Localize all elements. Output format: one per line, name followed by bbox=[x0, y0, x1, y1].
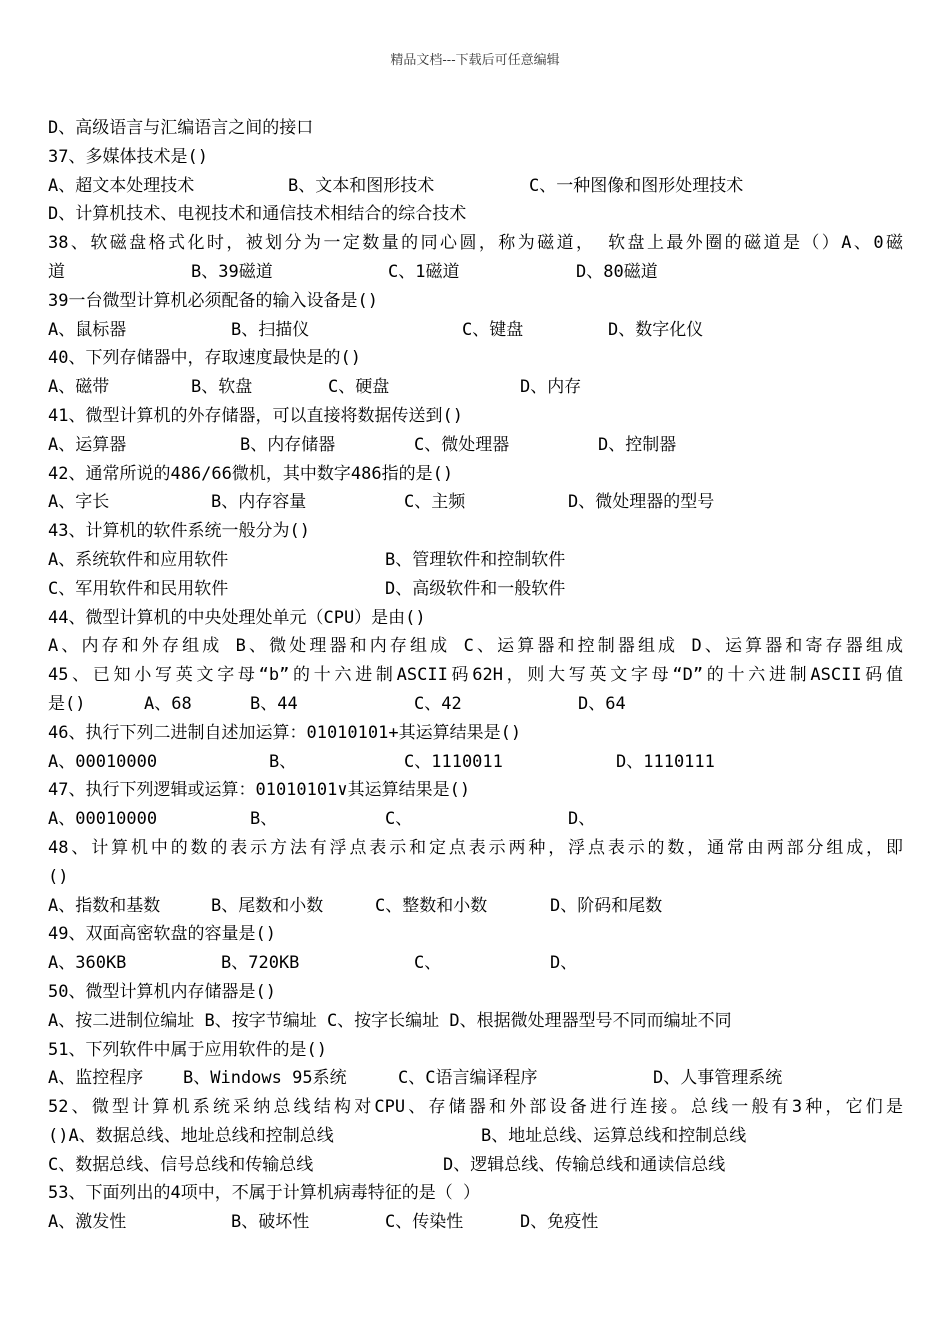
options-text: A、按二进制位编址 B、按字节编址 C、按字长编址 D、根据微处理器型号不同而编址不同 bbox=[48, 1010, 732, 1031]
question-text: 43、计算机的软件系统一般分为() bbox=[48, 521, 310, 542]
question-49 bbox=[48, 920, 908, 949]
question-text: 47、执行下列逻辑或运算：01010101∨其运算结果是() bbox=[48, 780, 471, 801]
question-text: 48、计算机中的数的表示方法有浮点表示和定点表示两种，浮点表示的数，通常由两部分组成，即 bbox=[48, 837, 903, 858]
question-45 bbox=[48, 661, 903, 690]
options-line bbox=[48, 949, 908, 978]
option-b: B、尾数和小数 bbox=[211, 895, 324, 916]
option-c: C、硬盘 bbox=[328, 377, 390, 398]
option-b: B、内存容量 bbox=[211, 492, 307, 513]
option-b: B、扫描仪 bbox=[231, 319, 310, 340]
options-line bbox=[48, 1064, 908, 1093]
option-b: B、720KB bbox=[221, 953, 300, 974]
question-38 bbox=[48, 229, 903, 258]
question-text: 45、已知小写英文字母“b”的十六进制ASCII码62H，则大写英文字母“D”的十六进制ASCII码值 bbox=[48, 665, 903, 686]
question-text: 39一台微型计算机必须配备的输入设备是() bbox=[48, 290, 378, 311]
question-42 bbox=[48, 460, 908, 489]
options-line bbox=[48, 748, 908, 777]
option-c: C、C语言编译程序 bbox=[398, 1068, 538, 1089]
option-b: B、文本和图形技术 bbox=[288, 175, 435, 196]
option-b: B、地址总线、运算总线和控制总线 bbox=[481, 1125, 747, 1146]
question-51 bbox=[48, 1036, 908, 1065]
option-c: C、42 bbox=[414, 693, 462, 714]
option-c: C、 bbox=[385, 809, 413, 830]
option-c: C、微处理器 bbox=[414, 434, 510, 455]
option-a: ()A、数据总线、地址总线和控制总线 bbox=[48, 1125, 334, 1146]
options-line bbox=[48, 892, 908, 921]
question-text: 41、微型计算机的外存储器，可以直接将数据传送到() bbox=[48, 405, 463, 426]
option-a: A、磁带 bbox=[48, 377, 110, 398]
question-text: 49、双面高密软盘的容量是() bbox=[48, 924, 276, 945]
option-d: D、计算机技术、电视技术和通信技术相结合的综合技术 bbox=[48, 204, 467, 225]
question-41 bbox=[48, 402, 908, 431]
option-b: B、软盘 bbox=[191, 377, 253, 398]
question-text: 53、下面列出的4项中，不属于计算机病毒特征的是（ ） bbox=[48, 1183, 480, 1204]
question-text: 51、下列软件中属于应用软件的是() bbox=[48, 1039, 327, 1060]
question-text: 42、通常所说的486/66微机，其中数字486指的是() bbox=[48, 463, 454, 484]
options-line bbox=[48, 373, 908, 402]
option-c: C、键盘 bbox=[462, 319, 524, 340]
question-text: () bbox=[48, 866, 69, 887]
option-d: D、微处理器的型号 bbox=[568, 492, 715, 513]
question-cont: 是() bbox=[48, 693, 86, 714]
option-b: B、44 bbox=[250, 693, 298, 714]
option-a: A、超文本处理技术 bbox=[48, 175, 195, 196]
option-a: A、激发性 bbox=[48, 1212, 127, 1233]
question-text: 40、下列存储器中，存取速度最快是的() bbox=[48, 348, 361, 369]
question-48 bbox=[48, 834, 903, 863]
options-line bbox=[48, 431, 908, 460]
question-text: 38、软磁盘格式化时，被划分为一定数量的同心圆，称为磁道， 软盘上最外圈的磁道是（）A、0磁 bbox=[48, 233, 903, 254]
option-c: C、1磁道 bbox=[388, 261, 460, 282]
option-d: D、80磁道 bbox=[576, 261, 658, 282]
option-a: A、68 bbox=[144, 693, 192, 714]
option-c: C、一种图像和图形处理技术 bbox=[529, 175, 744, 196]
options-line bbox=[48, 258, 908, 287]
options-line bbox=[48, 172, 908, 201]
option-d: D、人事管理系统 bbox=[653, 1068, 783, 1089]
option-d: D、逻辑总线、传输总线和通读信总线 bbox=[443, 1154, 726, 1175]
question-44 bbox=[48, 604, 908, 633]
option-c: C、传染性 bbox=[385, 1212, 464, 1233]
option-b: B、 bbox=[250, 809, 278, 830]
option-c: C、数据总线、信号总线和传输总线 bbox=[48, 1154, 314, 1175]
option-b: B、39磁道 bbox=[191, 261, 273, 282]
text-line bbox=[48, 114, 908, 143]
options-line bbox=[48, 546, 908, 575]
option-a: A、系统软件和应用软件 bbox=[48, 549, 229, 570]
question-37 bbox=[48, 143, 908, 172]
options-line bbox=[48, 632, 903, 661]
question-text: 44、微型计算机的中央处理处单元（CPU）是由() bbox=[48, 607, 426, 628]
options-text: A、内存和外存组成 B、微处理器和内存组成 C、运算器和控制器组成 D、运算器和寄存器组成 bbox=[48, 636, 903, 657]
option-c: C、主频 bbox=[404, 492, 466, 513]
option-b: B、内存储器 bbox=[240, 434, 336, 455]
option-d: D、 bbox=[550, 953, 578, 974]
option-c: C、1110011 bbox=[404, 751, 503, 772]
question-text: 37、多媒体技术是() bbox=[48, 146, 208, 167]
options-line bbox=[48, 1122, 908, 1151]
options-line bbox=[48, 1208, 908, 1237]
option-d: D、 bbox=[568, 809, 596, 830]
options-line bbox=[48, 575, 908, 604]
option-a: A、00010000 bbox=[48, 751, 158, 772]
options-line bbox=[48, 316, 908, 345]
option-a-cont: 道 bbox=[48, 261, 65, 282]
question-50 bbox=[48, 978, 908, 1007]
question-text: 46、执行下列二进制自述加运算：01010101+其运算结果是() bbox=[48, 722, 522, 743]
option-a: A、360KB bbox=[48, 953, 127, 974]
option-d: D、阶码和尾数 bbox=[550, 895, 663, 916]
options-line bbox=[48, 1151, 908, 1180]
options-line bbox=[48, 805, 908, 834]
option-c: C、 bbox=[414, 953, 442, 974]
options-line bbox=[48, 690, 908, 719]
question-text: 52、微型计算机系统采纳总线结构对CPU、存储器和外部设备进行连接。总线一般有3种，它们是 bbox=[48, 1097, 903, 1118]
question-52 bbox=[48, 1093, 903, 1122]
option-a: A、运算器 bbox=[48, 434, 127, 455]
option-b: B、管理软件和控制软件 bbox=[385, 549, 566, 570]
option-d: D、内存 bbox=[520, 377, 582, 398]
option-a: A、监控程序 bbox=[48, 1068, 144, 1089]
option-d: D、免疫性 bbox=[520, 1212, 599, 1233]
option-b: B、 bbox=[269, 751, 297, 772]
option-a: A、00010000 bbox=[48, 809, 158, 830]
option-a: A、指数和基数 bbox=[48, 895, 161, 916]
option-b: B、破坏性 bbox=[231, 1212, 310, 1233]
option-d: D、1110111 bbox=[616, 751, 715, 772]
question-39 bbox=[48, 287, 908, 316]
option-b: B、Windows 95系统 bbox=[183, 1068, 347, 1089]
option-a: A、字长 bbox=[48, 492, 110, 513]
question-47 bbox=[48, 776, 908, 805]
document-body bbox=[48, 114, 908, 1237]
question-cont bbox=[48, 863, 908, 892]
option-d: D、64 bbox=[578, 693, 626, 714]
line-text: D、高级语言与汇编语言之间的接口 bbox=[48, 118, 314, 138]
question-46 bbox=[48, 719, 908, 748]
page-header: 精品文档---下载后可任意编辑 bbox=[390, 53, 560, 68]
option-c: C、整数和小数 bbox=[375, 895, 488, 916]
option-a: A、鼠标器 bbox=[48, 319, 127, 340]
options-line bbox=[48, 488, 908, 517]
question-43 bbox=[48, 517, 908, 546]
options-line bbox=[48, 200, 908, 229]
question-40 bbox=[48, 344, 908, 373]
option-d: D、数字化仪 bbox=[608, 319, 704, 340]
option-d: D、高级软件和一般软件 bbox=[385, 578, 566, 599]
options-line bbox=[48, 1007, 908, 1036]
option-d: D、控制器 bbox=[598, 434, 677, 455]
question-text: 50、微型计算机内存储器是() bbox=[48, 981, 276, 1002]
option-c: C、军用软件和民用软件 bbox=[48, 578, 229, 599]
question-53 bbox=[48, 1179, 908, 1208]
